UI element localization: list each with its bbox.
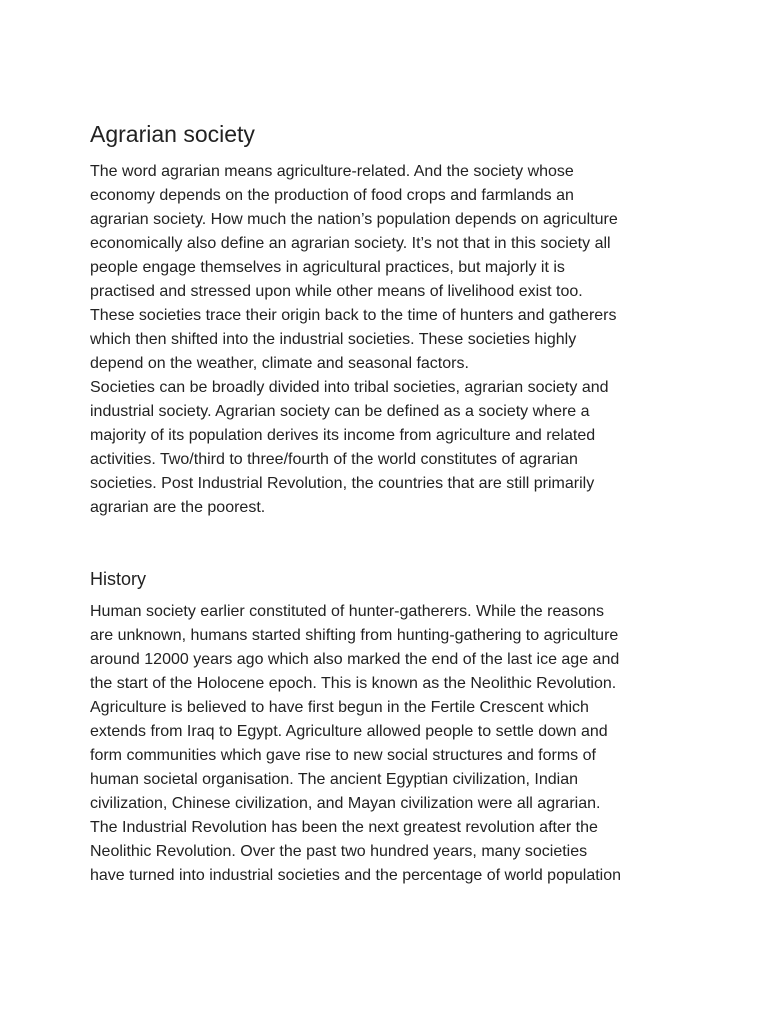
intro-line: people engage themselves in agricultural practices, but majorly it is — [90, 259, 565, 276]
page-title: Agrarian society — [90, 121, 255, 147]
intro-line: activities. Two/third to three/fourth of the world constitutes of agrarian — [90, 451, 578, 468]
intro-line: majority of its population derives its income from agriculture and related — [90, 427, 596, 444]
intro-line: The word agrarian means agriculture-related. And the society whose — [90, 163, 574, 180]
intro-line: which then shifted into the industrial societies. These societies highly — [90, 331, 577, 348]
history-line: have turned into industrial societies and the percentage of world population — [90, 867, 622, 884]
history-heading: History — [90, 569, 147, 589]
history-line: human societal organisation. The ancient Egyptian civilization, Indian — [90, 771, 578, 788]
intro-paragraph — [90, 160, 680, 520]
history-line: Human society earlier constituted of hunter-gatherers. While the reasons — [90, 603, 605, 620]
history-line: Neolithic Revolution. Over the past two hundred years, many societies — [90, 843, 588, 860]
intro-line: industrial society. Agrarian society can be defined as a society where a — [90, 403, 590, 420]
intro-line: agrarian are the poorest. — [90, 499, 266, 516]
history-line: are unknown, humans started shifting from hunting-gathering to agriculture — [90, 627, 619, 644]
intro-line: economy depends on the production of food crops and farmlands an — [90, 187, 574, 204]
history-line: extends from Iraq to Egypt. Agriculture allowed people to settle down and — [90, 723, 608, 740]
history-line: form communities which gave rise to new social structures and forms of — [90, 747, 596, 764]
intro-line: These societies trace their origin back to the time of hunters and gatherers — [90, 307, 617, 324]
history-line: the start of the Holocene epoch. This is known as the Neolithic Revolution. — [90, 675, 617, 692]
intro-line: depend on the weather, climate and seasonal factors. — [90, 355, 469, 372]
intro-line: societies. Post Industrial Revolution, the countries that are still primarily — [90, 475, 595, 492]
history-line: around 12000 years ago which also marked the end of the last ice age and — [90, 651, 620, 668]
history-line: civilization, Chinese civilization, and Mayan civilization were all agrarian. — [90, 795, 601, 812]
intro-line: practised and stressed upon while other means of livelihood exist too. — [90, 283, 583, 300]
history-line: The Industrial Revolution has been the next greatest revolution after the — [90, 819, 598, 836]
intro-line: agrarian society. How much the nation’s population depends on agriculture — [90, 211, 618, 228]
history-line: Agriculture is believed to have first begun in the Fertile Crescent which — [90, 699, 589, 716]
intro-line: Societies can be broadly divided into tribal societies, agrarian society and — [90, 379, 609, 396]
history-paragraph — [90, 600, 680, 888]
intro-line: economically also define an agrarian society. It’s not that in this society all — [90, 235, 611, 252]
